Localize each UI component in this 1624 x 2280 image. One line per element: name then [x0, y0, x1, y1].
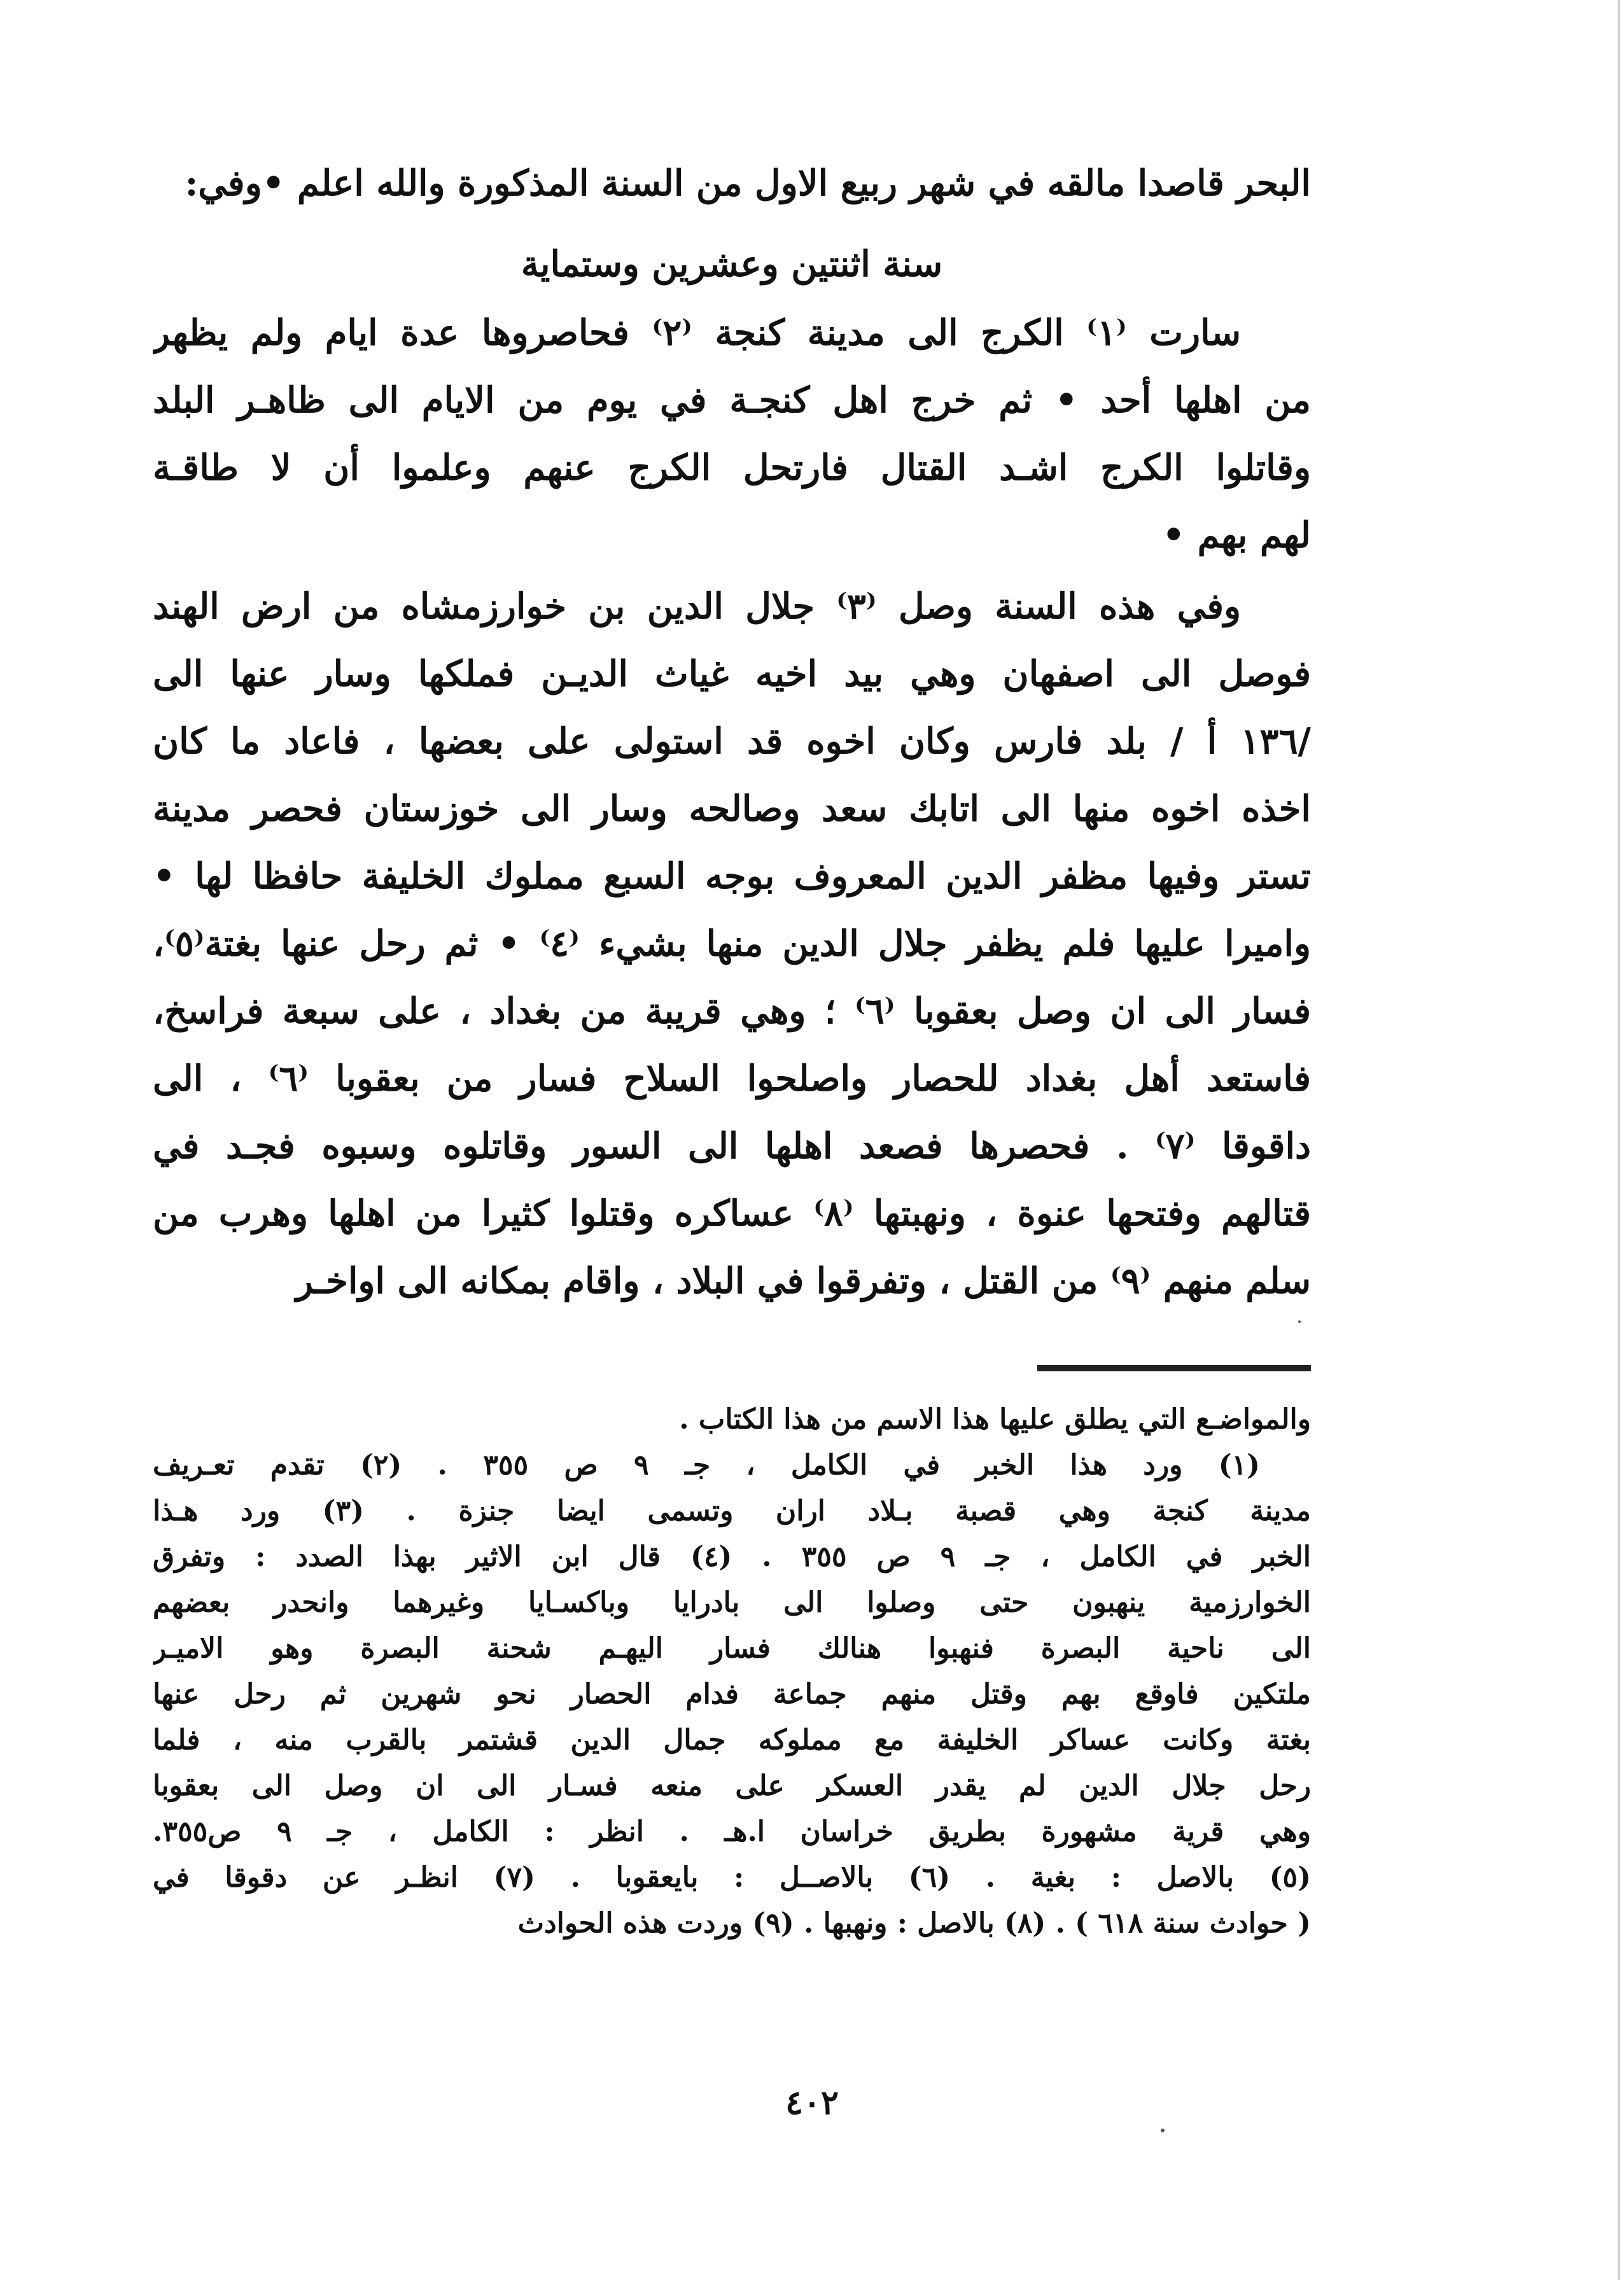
text-line: واميرا عليها فلم يظفر جلال الدين منها بشيء ⁽٤⁾ • ثم رحل عنها بغتة⁽٥⁾، [153, 923, 1311, 965]
footnote-line: (١) ورد هذا الخبر في الكامل ، جـ ٩ ص ٣٥٥ . (٢) تقدم تعـريف [153, 1449, 1260, 1481]
scan-speck [1298, 1320, 1301, 1323]
text-line: وفي هذه السنة وصل ⁽٣⁾ جلال الدين بن خوارزمشاه من ارض الهند [153, 585, 1242, 627]
text-line: فوصل الى اصفهان وهي بيد اخيه غياث الديـن فملكها وسار عنها الى [153, 653, 1311, 695]
opening-line: البحر قاصدا مالقه في شهر ربيع الاول من السنة المذكورة والله اعلم •وفي: [185, 162, 1311, 204]
scan-speck [1161, 2129, 1165, 2132]
footnote-line: مدينة كنجة وهي قصبة بـلاد اران وتسمى ايضا جنزة . (٣) ورد هـذا [153, 1495, 1311, 1527]
text-line: لهم بهم • [1162, 514, 1311, 556]
text-line: وقاتلوا الكرج اشـد القتال فارتحل الكرج عنهم وعلموا أن لا طاقـة [153, 447, 1311, 489]
text-line: سلم منهم ⁽٩⁾ من القتل ، وتفرقوا في البلاد ، واقام بمكانه الى اواخـر [295, 1260, 1311, 1302]
paragraph-1 [153, 299, 1311, 569]
text-line: داقوقا ⁽٧⁾ . فحصرها فصعد اهلها الى السور وقاتلوه وسبوه فجـد في [153, 1125, 1311, 1167]
footnote-line: ( حوادث سنة ٦١٨ ) . (٨) بالاصل : ونهبها . (٩) وردت هذه الحوادث [517, 1907, 1311, 1940]
text-line: قتالهم وفتحها عنوة ، ونهبتها ⁽٨⁾ عساكره وقتلوا كثيرا من اهلها وهرب من [153, 1192, 1311, 1234]
text-line: فسار الى ان وصل بعقوبا ⁽٦⁾ ؛ وهي قريبة من بغداد ، على سبعة فراسخ، [153, 990, 1311, 1032]
footnote-line: ملتكين فاوقع بهم وقتل منهم جماعة فدام الحصار نحو شهرين ثم رحل عنها [153, 1678, 1311, 1710]
footnote-line: وهي قرية مشهورة بطريق خراسان ا.هـ . انظر : الكامل ، جـ ٩ ص٣٥٥. [153, 1815, 1311, 1848]
footnotes [153, 1397, 1311, 1947]
section-heading: سنة اثنتين وعشرين وستماية [521, 243, 943, 285]
footnote-line: بغتة وكانت عساكر الخليفة مع مملوكه جمال الدين قشتمر بالقرب منه ، فلما [153, 1724, 1311, 1756]
footnote-line: الخبر في الكامل ، جـ ٩ ص ٣٥٥ . (٤) قال ابن الاثير بهذا الصدد : وتفرق [153, 1541, 1311, 1573]
text-line: من اهلها أحد • ثم خرج اهل كنجـة في يوم من الايام الى ظاهـر البلد [153, 379, 1311, 421]
footnote-line: الى ناحية البصرة فنهبوا هنالك فسار اليهـم شحنة البصرة وهو الاميـر [153, 1632, 1311, 1665]
footnote-line: الخوارزمية ينهبون حتى وصلوا الى بادرايا وباكسـايا وغيرهما وانحدر بعضهم [153, 1586, 1311, 1619]
text-line: تستر وفيها مظفر الدين المعروف بوجه السبع مملوك الخليفة حافظا لها • [153, 855, 1311, 897]
text-line: اخذه اخوه منها الى اتابك سعد وصالحه وسار الى خوزستان فحصر مدينة [153, 788, 1311, 830]
opening-text [153, 150, 1311, 217]
text-line: /١٣٦ أ / بلد فارس وكان اخوه قد استولى على بعضها ، فاعاد ما كان [153, 720, 1311, 762]
footnote-line: (٥) بالاصل : بغية . (٦) بالاصــل : بايعقوبا . (٧) انظـر عن دقوقا في [153, 1861, 1311, 1894]
paragraph-2 [153, 573, 1311, 1315]
text-line: سارت ⁽١⁾ الكرج الى مدينة كنجة ⁽٢⁾ فحاصروها عدة ايام ولم يظهر [153, 312, 1241, 354]
footnote-separator [1037, 1365, 1311, 1371]
footnote-line: والمواضـع التي يطلق عليها هذا الاسم من هذا الكتاب . [679, 1403, 1311, 1436]
text-line: فاستعد أهل بغداد للحصار واصلحوا السلاح فسار من بعقوبا ⁽٦⁾ ، الى [153, 1058, 1311, 1100]
page-number: ٤٠٢ [785, 2083, 839, 2122]
page-edge-shadow [1618, 0, 1620, 2280]
footnote-line: رحل جلال الدين لم يقدر العسكر على منعه فسـار الى ان وصل الى بعقوبا [153, 1770, 1311, 1802]
